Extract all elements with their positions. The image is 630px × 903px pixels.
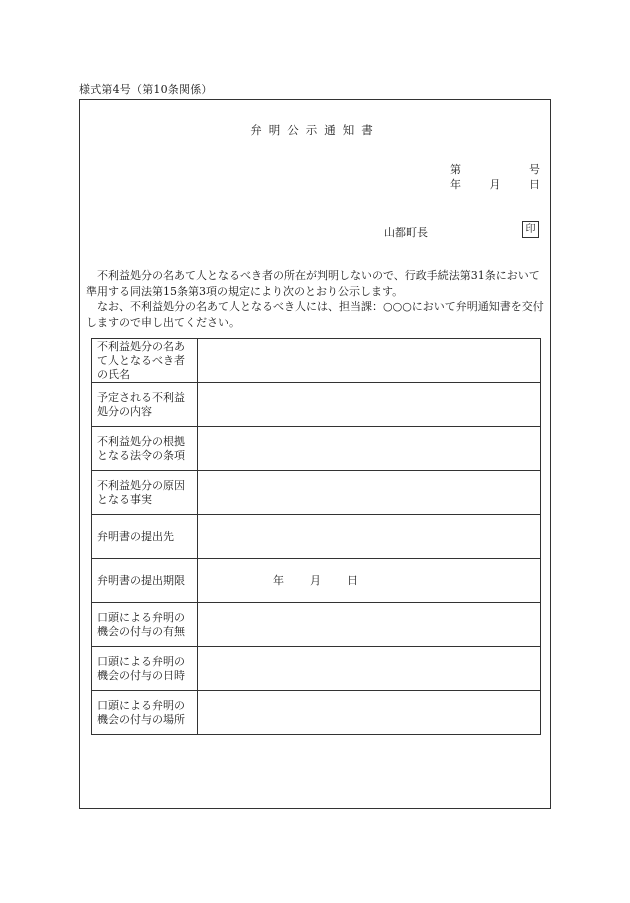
deadline-month: 月 <box>310 573 321 587</box>
row-label: 不利益処分の原因となる事実 <box>92 471 198 515</box>
row-label: 予定される不利益処分の内容 <box>92 383 198 427</box>
row-label: 口頭による弁明の機会の付与の有無 <box>92 603 198 647</box>
row-label: 不利益処分の名あて人となるべき者の氏名 <box>92 339 198 383</box>
date-month: 月 <box>489 178 501 191</box>
table-row <box>92 339 541 383</box>
deadline-year: 年 <box>273 573 284 587</box>
row-value <box>198 427 541 471</box>
row-value <box>198 515 541 559</box>
row-label: 口頭による弁明の機会の付与の場所 <box>92 691 198 735</box>
table-row <box>92 691 541 735</box>
row-value <box>198 471 541 515</box>
deadline-day: 日 <box>347 573 358 587</box>
row-label: 弁明書の提出先 <box>92 515 198 559</box>
row-label: 弁明書の提出期限 <box>92 559 198 603</box>
seal-mark: 印 <box>522 221 539 238</box>
number-prefix: 第 <box>450 163 461 176</box>
row-value <box>198 647 541 691</box>
table-row <box>92 515 541 559</box>
table-row <box>92 603 541 647</box>
number-date-block <box>450 162 540 192</box>
row-value <box>198 691 541 735</box>
date-year: 年 <box>450 178 461 191</box>
table-row <box>92 647 541 691</box>
document-title: 弁明公示通知書 <box>250 123 380 137</box>
sender-name: 山都町長 <box>384 226 428 239</box>
row-value <box>198 383 541 427</box>
date-day: 日 <box>529 178 540 191</box>
table-row <box>92 559 541 603</box>
table-row <box>92 471 541 515</box>
notice-items-table <box>91 338 541 735</box>
notice-frame <box>79 99 551 809</box>
row-label: 口頭による弁明の機会の付与の日時 <box>92 647 198 691</box>
row-label: 不利益処分の根拠となる法令の条項 <box>92 427 198 471</box>
form-number-label: 様式第4号（第10条関係） <box>79 83 213 96</box>
row-value <box>198 603 541 647</box>
table-row <box>92 427 541 471</box>
table-row <box>92 383 541 427</box>
number-suffix: 号 <box>529 163 540 176</box>
deadline-value <box>198 559 541 603</box>
notice-paragraph-2: なお、不利益処分の名あて人となるべき人には、担当課：○○○において弁明通知書を交付しますので申し出てください。 <box>86 300 544 329</box>
row-value <box>198 339 541 383</box>
notice-paragraph-1: 不利益処分の名あて人となるべき者の所在が判明しないので、行政手続法第31条において準用する同法第15条第3項の規定により次のとおり公示します。 <box>86 269 540 298</box>
